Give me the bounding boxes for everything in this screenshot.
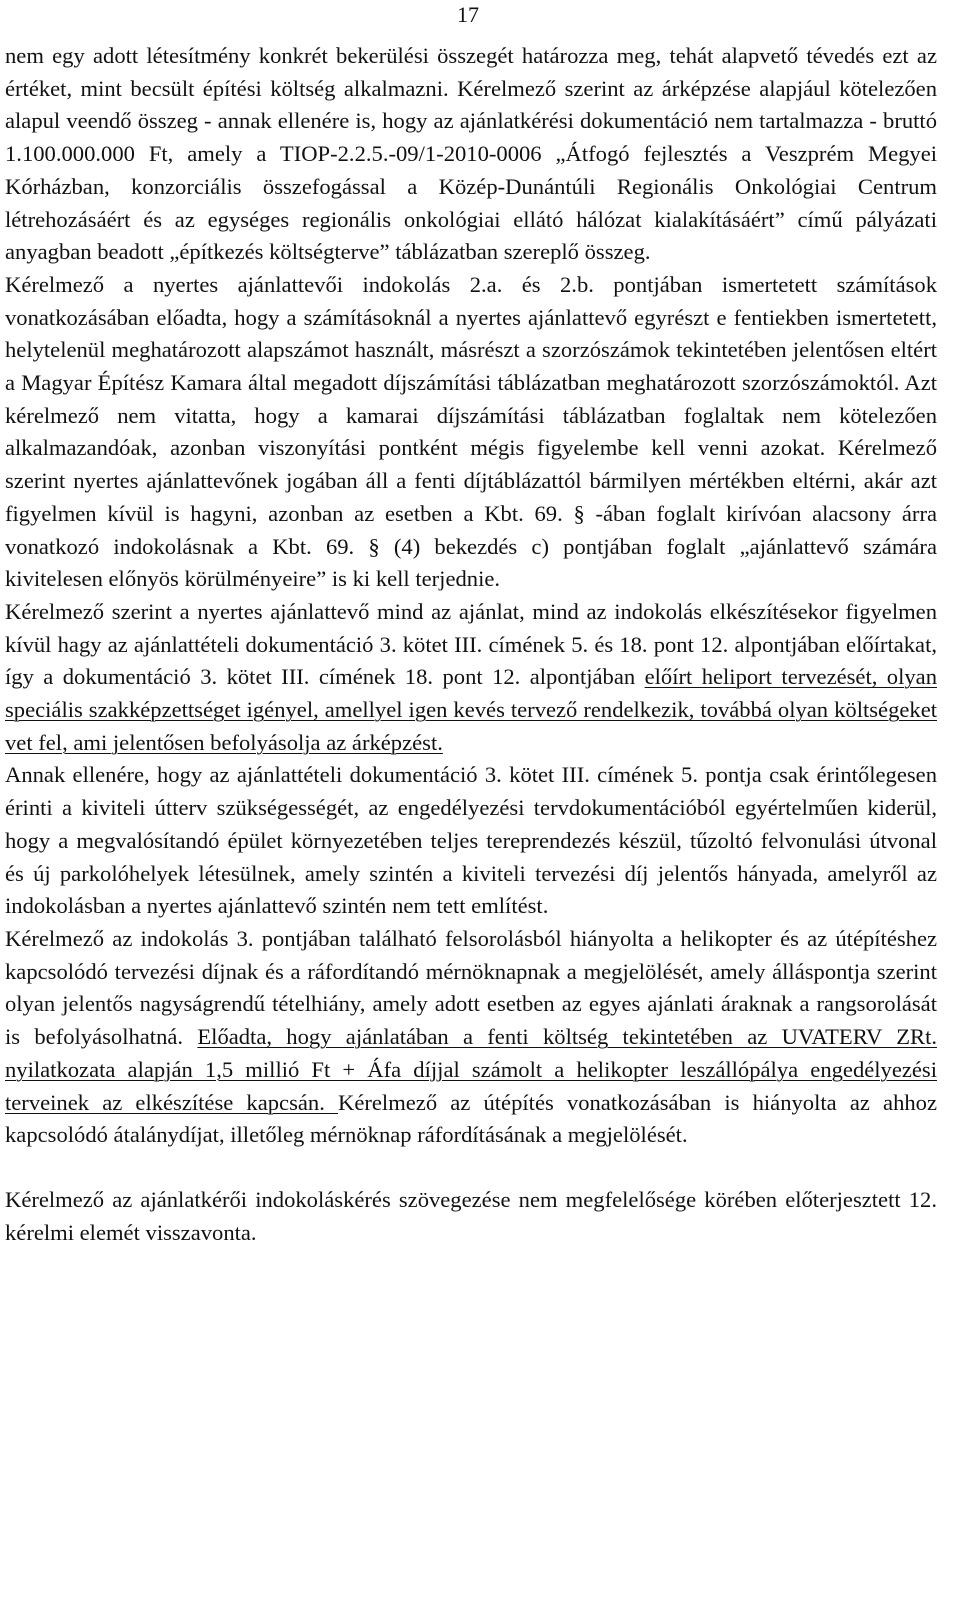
paragraph-text: Kérelmező az ajánlatkérői indokoláskérés szövegezése nem megfelelősége körében előterjesztett 12. kérelmi elemét visszavonta. <box>5 1186 937 1245</box>
underlined-text: előírt heliport tervezését, olyan speciális szakképzettséget igényel, amellyel igen kevés tervező rendelkezik, továbbá olyan költségeket vet fel, ami jelentősen befolyásolja az árképzést. <box>5 664 938 755</box>
paragraph <box>5 759 937 923</box>
paragraph <box>5 40 937 269</box>
paragraph <box>5 923 937 1152</box>
paragraph-text: Kérelmező az indokolás 3. pontjában található felsorolásból hiányolta a helikopter és az útépítéshez kapcsolódó tervezési díjnak és a ráfordítandó mérnöknapnak a megjelölését, amely álláspontja szerint olyan jelentős nagyságrendű tételhiány, amely adott esetben az egyes ajánlati áraknak a rangsorolását is befolyásolhatná. <box>5 925 937 1050</box>
page-number: 17 <box>457 2 479 27</box>
underlined-text: Előadta, hogy ajánlatában a fenti költség tekintetében az UVATERV ZRt. nyilatkozata alapján 1,5 millió Ft + Áfa díjjal számolt a helikopter leszállópálya engedélyezési terveinek az elkészítése kapcsán. <box>5 1024 937 1115</box>
paragraph-text: Kérelmező a nyertes ajánlattevői indokolás 2.a. és 2.b. pontjában ismertetett számítások vonatkozásában előadta, hogy a számításoknál a nyertes ajánlattevő egyrészt e fentiekben ismertetett, helytelenül meghatározott alapszámot használt, másrészt a szorzószámok tekintetében jelentősen eltért a Magyar Építész Kamara által megadott díjszámítási táblázatban meghatározott szorzószámoktól. Azt kérelmező nem vitatta, hogy a kamarai díjszámítási táblázatban foglaltak nem kötelezően alkalmazandóak, azonban viszonyítási pontként mégis figyelembe kell venni azokat. Kérelmező szerint nyertes ajánlattevőnek jogában áll a fenti díjtáblázattól bármilyen mértékben eltérni, akár azt figyelmen kívül is hagyni, azonban az esetben a Kbt. 69. § -ában foglalt kirívóan alacsony árra vonatkozó indokolásnak a Kbt. 69. § (4) bekezdés c) pontjában foglalt „ajánlattevő számára kivitelesen előnyös körülményeire” is ki kell terjednie. <box>5 271 937 592</box>
paragraph-text: nem egy adott létesítmény konkrét bekerülési összegét határozza meg, tehát alapvető tévedés ezt az értéket, mint becsült építési költség alkalmazni. Kérelmező szerint az árképzése alapjául kötelezően alapul veendő összeg - annak ellenére is, hogy az ajánlatkérési dokumentáció nem tartalmazza - bruttó 1.100.000.000 Ft, amely a TIOP-2.2.5.-09/1-2010-0006 „Átfogó fejlesztés a Veszprém Megyei Kórházban, konzorciális összefogással a Közép-Dunántúli Regionális Onkológiai Centrum létrehozásáért és az egységes regionális onkológiai ellátó hálózat kialakításáért” című pályázati anyagban beadott „építkezés költségterve” táblázatban szereplő összeg. <box>5 43 937 265</box>
paragraph <box>5 269 937 596</box>
paragraph <box>5 1184 937 1249</box>
paragraph-text: Kérelmező szerint a nyertes ajánlattevő mind az ajánlat, mind az indokolás elkészítésekor figyelmen kívül hagy az ajánlattételi dokumentáció 3. kötet III. címének 5. és 18. pont 12. alpontjában előírtakat, így a dokumentáció 3. kötet III. címének 18. pont 12. alpontjában <box>5 598 937 690</box>
paragraph-text: Annak ellenére, hogy az ajánlattételi dokumentáció 3. kötet III. címének 5. pontja csak érintőlegesen érinti a kiviteli útterv szükségességét, az engedélyezési tervdokumentációból egyértelműen kiderül, hogy a megvalósítandó épület környezetében teljes tereprendezés készül, tűzoltó felvonulási útvonal és új parkolóhelyek létesülnek, amely szintén a kiviteli tervezési díj jelentős hányada, amelyről az indokolásban a nyertes ajánlattevő szintén nem tett említést. <box>5 762 937 919</box>
paragraph <box>5 596 937 760</box>
document-body <box>5 40 937 1249</box>
paragraph-text: Kérelmező az útépítés vonatkozásában is hiányolta az ahhoz kapcsolódó átalánydíjat, illetőleg mérnöknap ráfordításának a megjelölését. <box>5 1089 937 1148</box>
